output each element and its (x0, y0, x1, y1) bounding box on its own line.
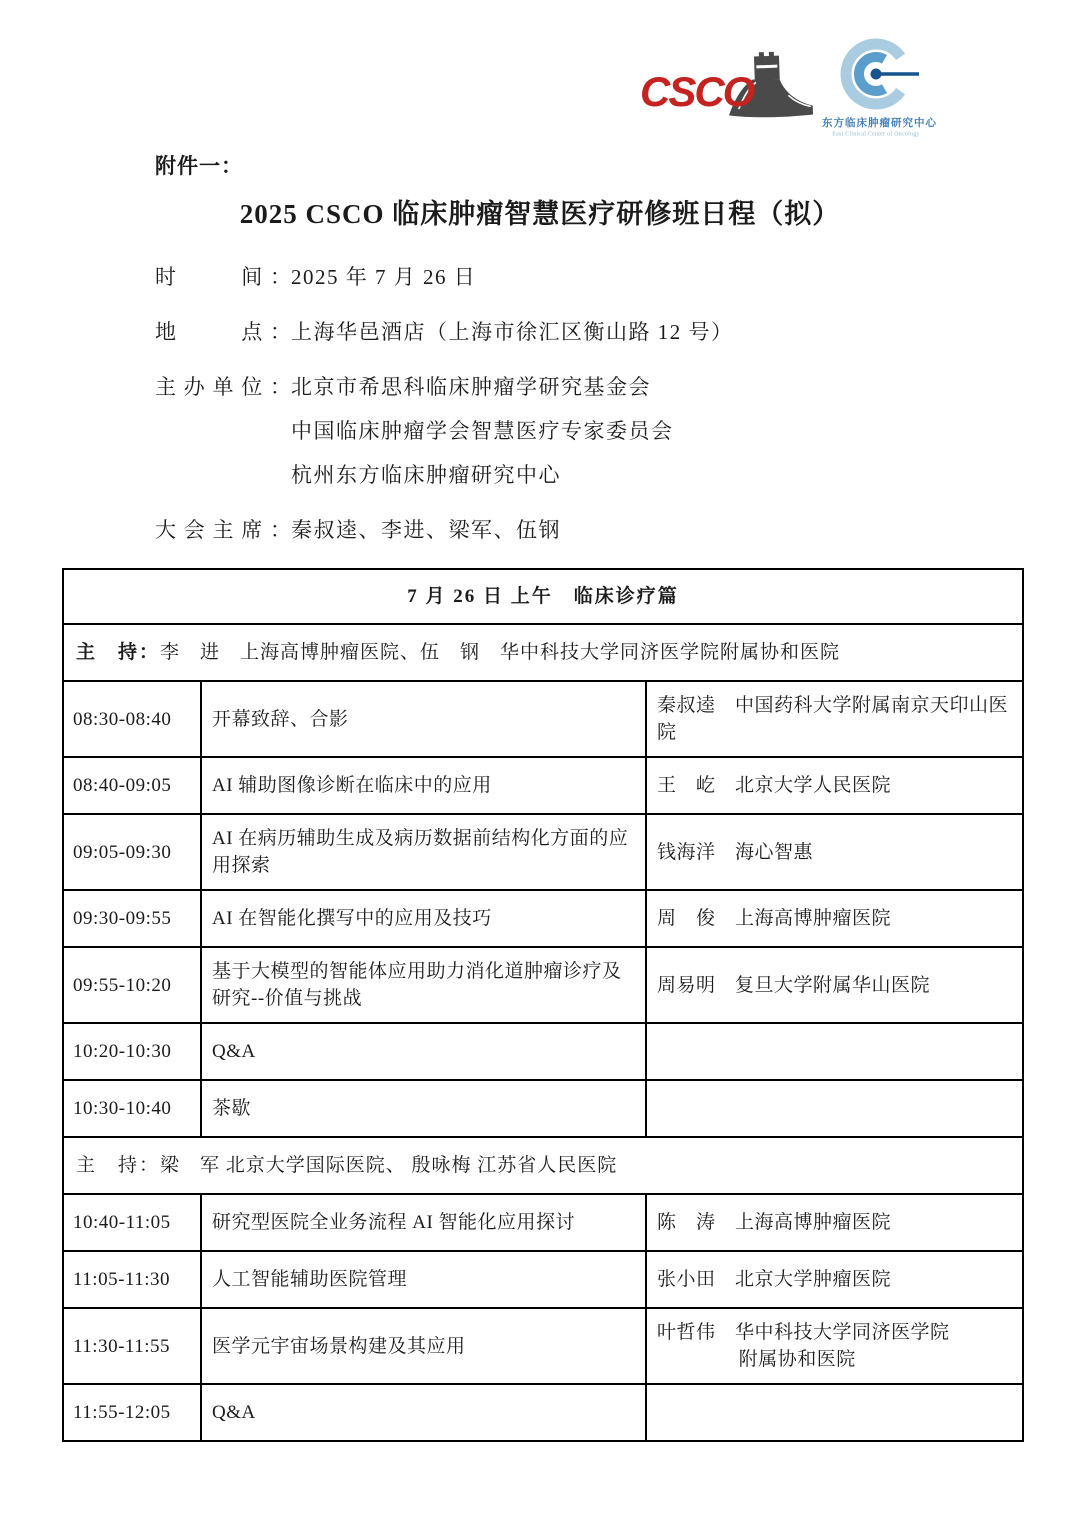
topic-cell: AI 在病历辅助生成及病历数据前结构化方面的应用探索 (201, 814, 646, 890)
schedule-row (63, 681, 1023, 757)
session-title: 7 月 26 日 上午 临床诊疗篇 (63, 569, 1023, 624)
time-cell: 08:30-08:40 (63, 681, 201, 757)
meta-section (155, 255, 1080, 552)
moderator-names: 李 进 上海高博肿瘤医院、伍 钢 华中科技大学同济医学院附属协和医院 (160, 642, 841, 663)
meta-row (155, 365, 1080, 497)
east-logo-icon (826, 36, 926, 114)
meta-line: 杭州东方临床肿瘤研究中心 (291, 463, 561, 487)
csco-logo-text: CSCO (640, 68, 754, 115)
schedule-row (63, 1384, 1023, 1441)
time-cell: 11:30-11:55 (63, 1308, 201, 1384)
topic-cell: Q&A (201, 1384, 646, 1441)
east-logo-name-cn: 东方临床肿瘤研究中心 (822, 118, 937, 129)
time-cell: 09:05-09:30 (63, 814, 201, 890)
meta-row (155, 310, 1080, 354)
topic-cell: Q&A (201, 1023, 646, 1080)
schedule-row (63, 814, 1023, 890)
meta-line: 北京市希思科临床肿瘤学研究基金会 (291, 375, 651, 399)
csco-great-wall-icon (638, 50, 818, 122)
topic-cell: AI 辅助图像诊断在临床中的应用 (201, 757, 646, 814)
moderator-row (63, 624, 1023, 681)
meta-value (291, 310, 1080, 354)
topic-cell: 研究型医院全业务流程 AI 智能化应用探讨 (201, 1194, 646, 1251)
page-title: 2025 CSCO 临床肿瘤智慧医疗研修班日程（拟） (239, 199, 841, 229)
meta-line: 上海华邑酒店（上海市徐汇区衡山路 12 号） (291, 320, 734, 344)
schedule-row (63, 947, 1023, 1023)
meta-value (291, 508, 1080, 552)
topic-cell: AI 在智能化撰写中的应用及技巧 (201, 890, 646, 947)
meta-line: 秦叔逵、李进、梁军、伍钢 (291, 518, 561, 542)
speaker-cell (646, 1080, 1023, 1137)
time-cell: 10:30-10:40 (63, 1080, 201, 1137)
meta-label: 大会主席： (155, 518, 291, 542)
logo-area (638, 36, 937, 138)
topic-cell: 茶歇 (201, 1080, 646, 1137)
moderator-row (63, 1137, 1023, 1194)
speaker-cell: 王 屹 北京大学人民医院 (646, 757, 1023, 814)
moderator-label: 主 持： (76, 1155, 161, 1176)
speaker-cell (646, 1384, 1023, 1441)
speaker-cell: 秦叔逵 中国药科大学附属南京天印山医院 (646, 681, 1023, 757)
moderator-cell (63, 1137, 1023, 1194)
time-cell: 11:05-11:30 (63, 1251, 201, 1308)
schedule-row (63, 1194, 1023, 1251)
attachment-label: 附件一： (155, 154, 243, 178)
topic-cell: 开幕致辞、合影 (201, 681, 646, 757)
moderator-label: 主 持： (76, 642, 161, 663)
east-logo-name-en: East Clinical Center of Oncology (832, 130, 920, 138)
meta-line: 中国临床肿瘤学会智慧医疗专家委员会 (291, 419, 674, 443)
schedule-row (63, 1251, 1023, 1308)
meta-row (155, 255, 1080, 299)
speaker-cell: 陈 涛 上海高博肿瘤医院 (646, 1194, 1023, 1251)
speaker-cell: 张小田 北京大学肿瘤医院 (646, 1251, 1023, 1308)
meta-label: 时 间： (155, 265, 291, 289)
time-cell: 10:40-11:05 (63, 1194, 201, 1251)
moderator-cell (63, 624, 1023, 681)
csco-logo (638, 50, 818, 122)
meta-label: 地 点： (155, 320, 291, 344)
meta-value (291, 255, 1080, 299)
session-title-row (63, 569, 1023, 624)
schedule-row (63, 1023, 1023, 1080)
schedule-body (63, 569, 1023, 1441)
meta-row (155, 508, 1080, 552)
east-oncology-center-logo (822, 36, 937, 138)
speaker-cell: 叶哲伟 华中科技大学同济医学院 附属协和医院 (646, 1308, 1023, 1384)
time-cell: 09:55-10:20 (63, 947, 201, 1023)
schedule-table (62, 568, 1024, 1442)
time-cell: 10:20-10:30 (63, 1023, 201, 1080)
speaker-cell: 周 俊 上海高博肿瘤医院 (646, 890, 1023, 947)
speaker-cell: 钱海洋 海心智惠 (646, 814, 1023, 890)
speaker-cell: 周易明 复旦大学附属华山医院 (646, 947, 1023, 1023)
schedule-row (63, 890, 1023, 947)
schedule-row (63, 1080, 1023, 1137)
meta-value (291, 365, 1080, 497)
speaker-affiliation-line2: 附属协和医院 (738, 1349, 856, 1370)
topic-cell: 基于大模型的智能体应用助力消化道肿瘤诊疗及研究--价值与挑战 (201, 947, 646, 1023)
speaker-cell (646, 1023, 1023, 1080)
meta-label: 主办单位： (155, 375, 291, 399)
topic-cell: 医学元宇宙场景构建及其应用 (201, 1308, 646, 1384)
moderator-names: 梁 军 北京大学国际医院、 殷咏梅 江苏省人民医院 (160, 1155, 618, 1176)
meta-line: 2025 年 7 月 26 日 (291, 265, 477, 289)
time-cell: 11:55-12:05 (63, 1384, 201, 1441)
topic-cell: 人工智能辅助医院管理 (201, 1251, 646, 1308)
schedule-row (63, 1308, 1023, 1384)
schedule-row (63, 757, 1023, 814)
time-cell: 09:30-09:55 (63, 890, 201, 947)
time-cell: 08:40-09:05 (63, 757, 201, 814)
